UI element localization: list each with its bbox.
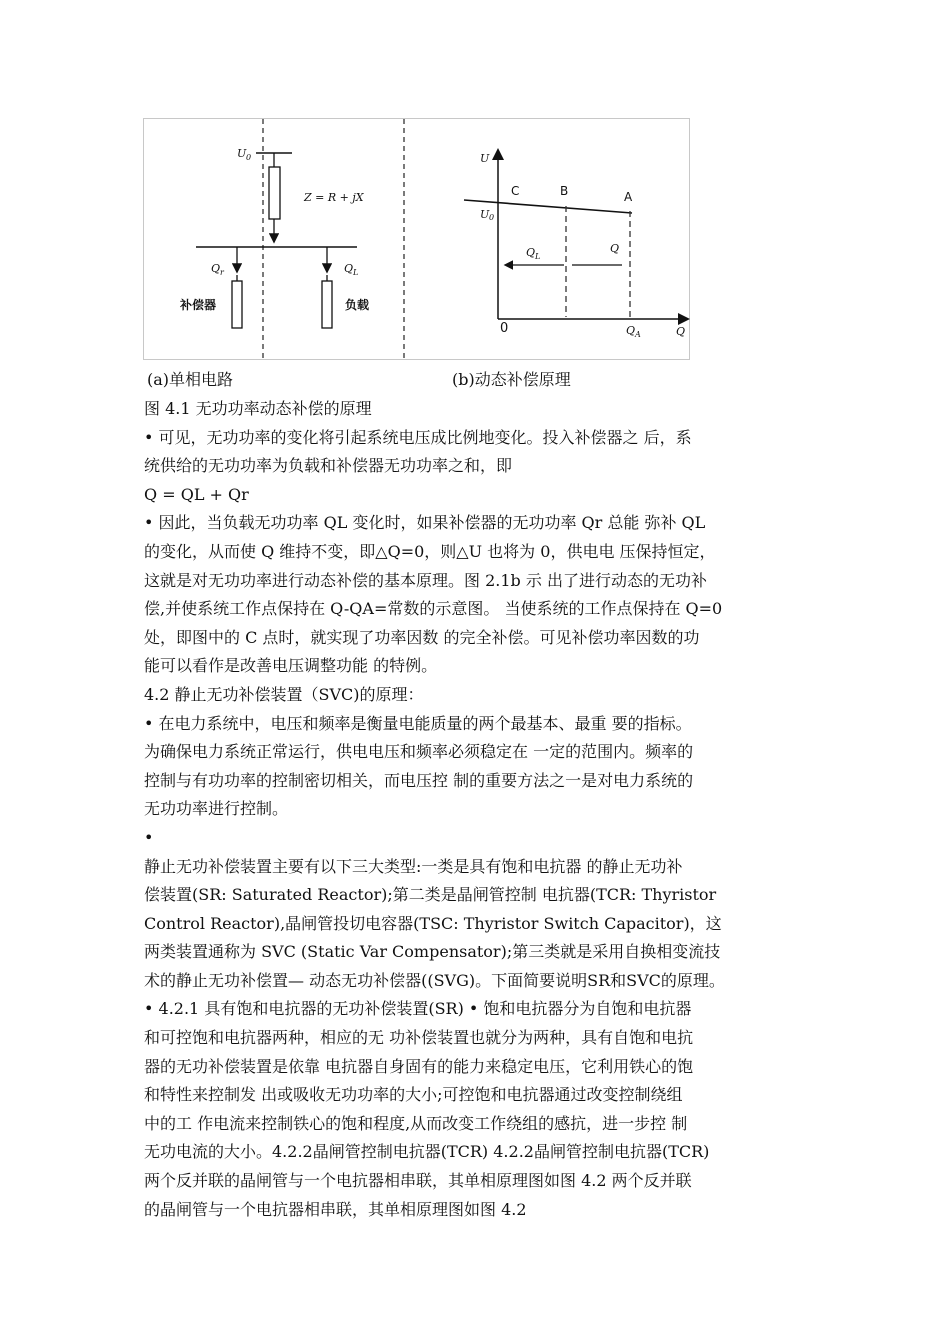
caption-b: (b)动态补偿原理 [452, 370, 571, 389]
compensator-label: 补偿器 [180, 298, 217, 312]
text-line: 为确保电力系统正常运行，供电电压和频率必须稳定在 一定的范围内。频率的 [144, 742, 694, 762]
u0-right-sub: 0 [489, 213, 495, 222]
text-line: • 可见，无功功率的变化将引起系统电压成比例地变化。投入补偿器之 后，系 [144, 427, 692, 447]
figure-4-1 [143, 118, 690, 360]
u-axis-label: U [480, 152, 490, 165]
text-line: 无功电流的大小。4.2.2晶闸管控制电抗器(TCR) 4.2.2晶闸管控制电抗器(TCR) [144, 1142, 710, 1162]
text-line: 无功功率进行控制。 [144, 799, 289, 819]
point-b-label: B [560, 184, 569, 198]
dynamic-compensation-diagram [464, 151, 687, 339]
text-line: 这就是对无功功率进行动态补偿的基本原理。图 2.1b 示 出了进行动态的无功补 [144, 570, 707, 590]
qa-sub: A [635, 330, 641, 339]
point-c-label: C [511, 184, 520, 198]
text-line: 和特性来控制发 出或吸收无功功率的大小;可控饱和电抗器通过改变控制绕组 [144, 1085, 683, 1105]
text-line: • 4.2.1 具有饱和电抗器的无功补偿装置(SR) • 饱和电抗器分为自饱和电抗器 [144, 999, 692, 1019]
text-line: 两个反并联的晶闸管与一个电抗器相串联，其单相原理图如图 4.2 两个反并联 [144, 1171, 692, 1191]
compensator-resistor [232, 281, 242, 328]
u0-label: U [237, 147, 247, 160]
ql-sub: L [353, 268, 359, 277]
q-axis-label: Q [676, 325, 686, 338]
text-line: 静止无功补偿装置主要有以下三大类型:一类是具有饱和电抗器 的静止无功补 [144, 856, 683, 876]
point-a-label: A [624, 190, 633, 204]
text-line: • 在电力系统中，电压和频率是衡量电能质量的两个最基本、最重 要的指标。 [144, 713, 692, 733]
q-right-label: Q [610, 242, 620, 255]
qr-label: Q [211, 262, 221, 275]
caption-a: (a)单相电路 [147, 370, 234, 389]
section-heading: 4.2 静止无功补偿装置（SVC)的原理： [144, 684, 424, 704]
formula: Q = QL + Qr [144, 484, 249, 504]
qa-label: Q [626, 324, 636, 337]
u0-sub: 0 [246, 153, 252, 162]
text-line: 中的工 作电流来控制铁心的饱和程度,从而改变工作绕组的感抗，进一步控 制 [144, 1113, 688, 1133]
load-label: 负载 [345, 298, 370, 312]
origin-label: 0 [500, 321, 509, 336]
text-line: 和可控饱和电抗器两种，相应的无 功补偿装置也就分为两种，具有自饱和电抗 [144, 1028, 694, 1048]
figure-svg [144, 119, 691, 361]
ql-right-sub: L [535, 252, 541, 261]
text-line: • 因此，当负载无功功率 QL 变化时，如果补偿器的无功功率 Qr 总能 弥补 QL [144, 513, 706, 533]
u0-right-label: U [480, 208, 490, 221]
text-line: 统供给的无功功率为负载和补偿器无功功率之和，即 [144, 456, 513, 476]
ql-label: Q [344, 262, 354, 275]
ql-right-label: Q [526, 246, 536, 259]
qr-sub: r [220, 268, 224, 277]
text-line: 两类装置通称为 SVC (Static Var Compensator);第三类就是采用自换相变流技 [144, 942, 721, 962]
text-line: Control Reactor),晶闸管投切电容器(TSC: Thyristor Switch Capacitor)，这 [144, 913, 722, 933]
text-line: 控制与有功功率的控制密切相关，而电压控 制的重要方法之一是对电力系统的 [144, 770, 694, 790]
body-text [144, 395, 812, 1224]
text-line: 偿装置(SR: Saturated Reactor);第二类是晶闸管控制 电抗器(TCR: Thyristor [144, 885, 717, 905]
impedance-resistor [269, 167, 280, 219]
text-line: 术的静止无功补偿置— 动态无功补偿器((SVG)。下面简要说明SR和SVC的原理。 [144, 970, 725, 990]
load-resistor [322, 281, 332, 328]
figure-title: 图 4.1 无功功率动态补偿的原理 [144, 399, 372, 418]
single-phase-circuit [179, 119, 691, 361]
text-line: 能可以看作是改善电压调整功能 的特例。 [144, 656, 438, 676]
text-line: 的变化，从而使 Q 维持不变，即△Q=0，则△U 也将为 0，供电电 压保持恒定， [144, 541, 716, 561]
text-line: 器的无功补偿装置是依靠 电抗器自身固有的能力来稳定电压，它利用铁心的饱 [144, 1056, 694, 1076]
bullet-line: • [144, 827, 154, 847]
text-line: 的晶闸管与一个电抗器相串联，其单相原理图如图 4.2 [144, 1199, 527, 1219]
impedance-label: Z = R + jX [304, 191, 364, 204]
text-line: 处，即图中的 C 点时，就实现了功率因数 的完全补偿。可见补偿功率因数的功 [144, 627, 700, 647]
text-line: 偿,并使系统工作点保持在 Q-QA=常数的示意图。 当使系统的工作点保持在 Q=0 [144, 599, 723, 619]
